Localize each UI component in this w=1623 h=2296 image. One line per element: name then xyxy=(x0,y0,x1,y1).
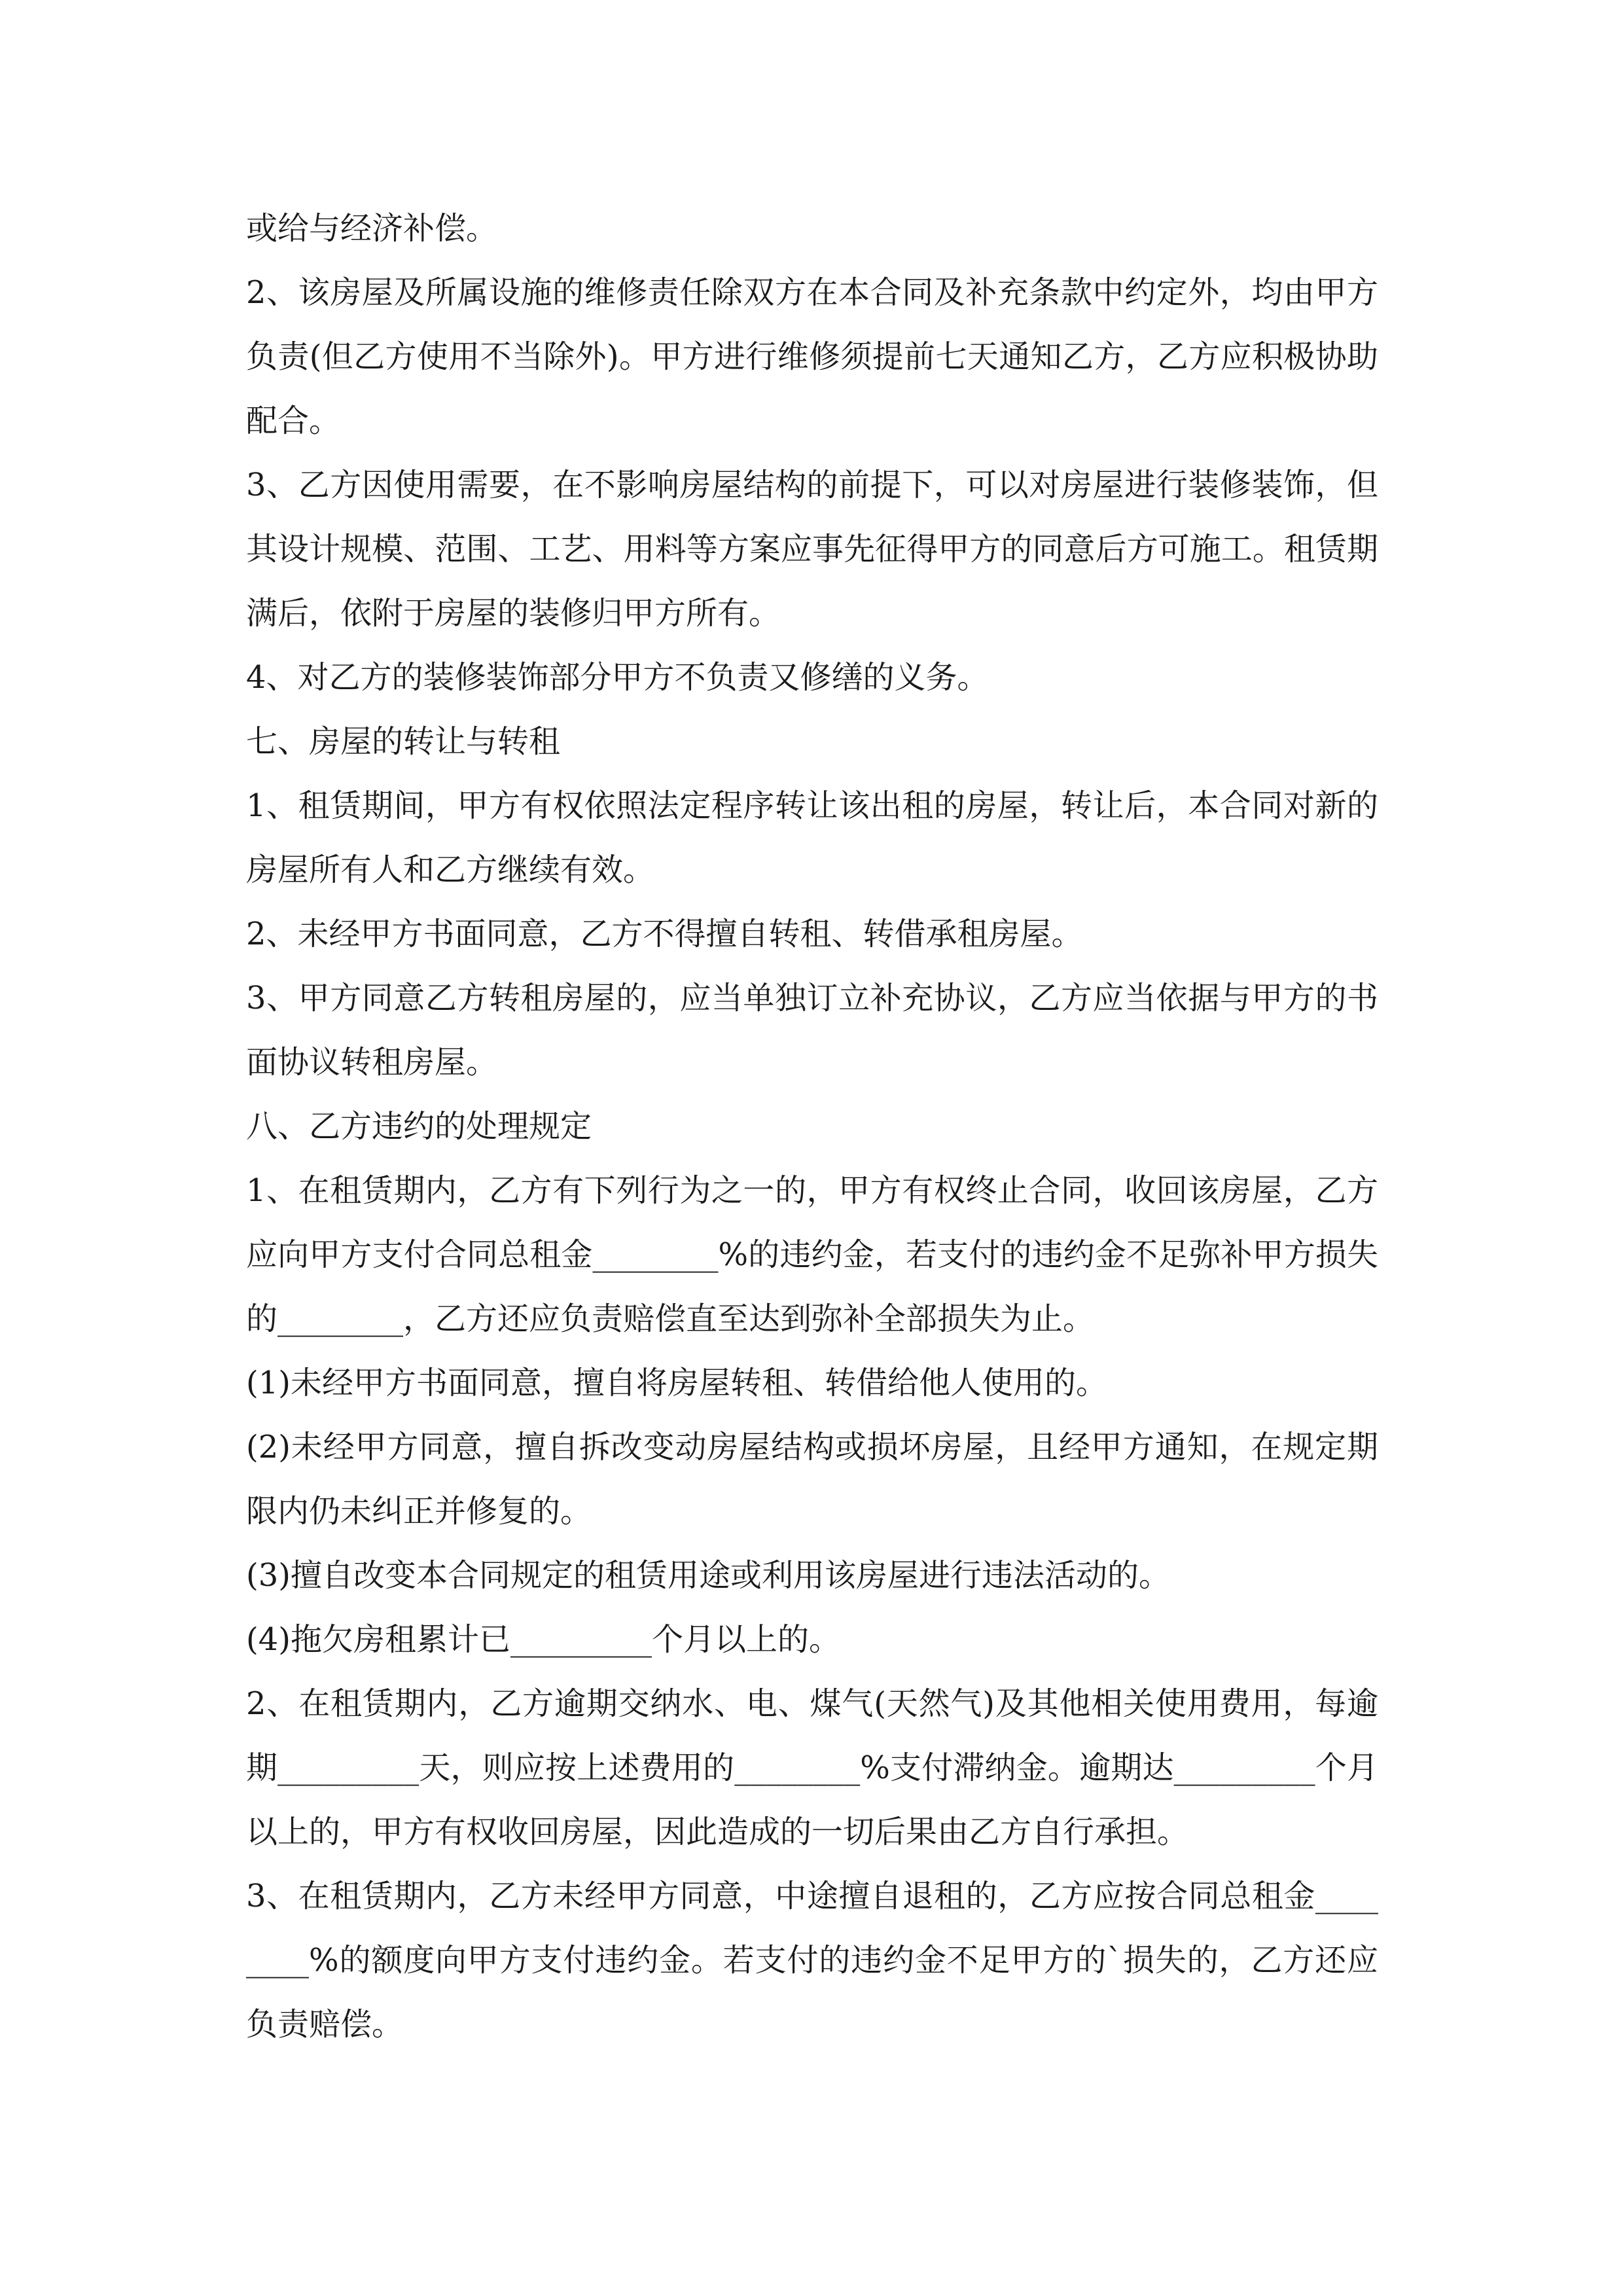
section-heading-transfer-sublease: 七、房屋的转让与转租 xyxy=(246,723,561,760)
paragraph-termination-conditions: 1、在租赁期内，乙方有下列行为之一的，甲方有权终止合同，收回该房屋，乙方应向甲方支付合同总租金________%的违约金，若支付的违约金不足弥补甲方损失的________，乙方还应负责赔偿直至达到弥补全部损失为止。 xyxy=(246,1172,1378,1337)
paragraph-decoration-rights: 3、乙方因使用需要，在不影响房屋结构的前提下，可以对房屋进行装修装饰，但其设计规模、范围、工艺、用料等方案应事先征得甲方的同意后方可施工。租赁期满后，依附于房屋的装修归甲方所有。 xyxy=(246,467,1378,632)
paragraph-transfer: 1、租赁期间，甲方有权依照法定程序转让该出租的房屋，转让后，本合同对新的房屋所有人和乙方继续有效。 xyxy=(246,787,1378,888)
section-heading-tenant-breach: 八、乙方违约的处理规定 xyxy=(246,1108,592,1145)
paragraph-maintenance-responsibility: 2、该房屋及所属设施的维修责任除双方在本合同及补充条款中约定外，均由甲方负责(但乙方使用不当除外)。甲方进行维修须提前七天通知乙方，乙方应积极协助配合。 xyxy=(246,274,1378,439)
paragraph-compensation-tail: 或给与经济补偿。 xyxy=(246,210,498,247)
list-item-illegal-use: (3)擅自改变本合同规定的租赁用途或利用该房屋进行违法活动的。 xyxy=(246,1557,1170,1594)
paragraph-no-sublease: 2、未经甲方书面同意，乙方不得擅自转租、转借承租房屋。 xyxy=(246,916,1083,952)
paragraph-decoration-repair: 4、对乙方的装修装饰部分甲方不负责又修缮的义务。 xyxy=(246,659,989,696)
paragraph-early-termination: 3、在租赁期内，乙方未经甲方同意，中途擅自退租的，乙方应按合同总租金________%的额度向甲方支付违约金。若支付的违约金不足甲方的`损失的，乙方还应负责赔偿。 xyxy=(246,1878,1378,2043)
paragraph-late-utility-fees: 2、在租赁期内，乙方逾期交纳水、电、煤气(天然气)及其他相关使用费用，每逾期_________天，则应按上述费用的________%支付滞纳金。逾期达_________个月以上的，甲方有权收回房屋，因此造成的一切后果由乙方自行承担。 xyxy=(246,1685,1378,1850)
paragraph-sublease-agreement: 3、甲方同意乙方转租房屋的，应当单独订立补充协议，乙方应当依据与甲方的书面协议转租房屋。 xyxy=(246,980,1378,1081)
list-item-rent-arrears: (4)拖欠房租累计已_________个月以上的。 xyxy=(246,1621,840,1658)
list-item-structural-damage: (2)未经甲方同意，擅自拆改变动房屋结构或损坏房屋，且经甲方通知，在规定期限内仍未纠正并修复的。 xyxy=(246,1429,1378,1530)
list-item-unauthorized-sublease: (1)未经甲方书面同意，擅自将房屋转租、转借给他人使用的。 xyxy=(246,1365,1107,1401)
contract-text xyxy=(246,196,1378,2056)
